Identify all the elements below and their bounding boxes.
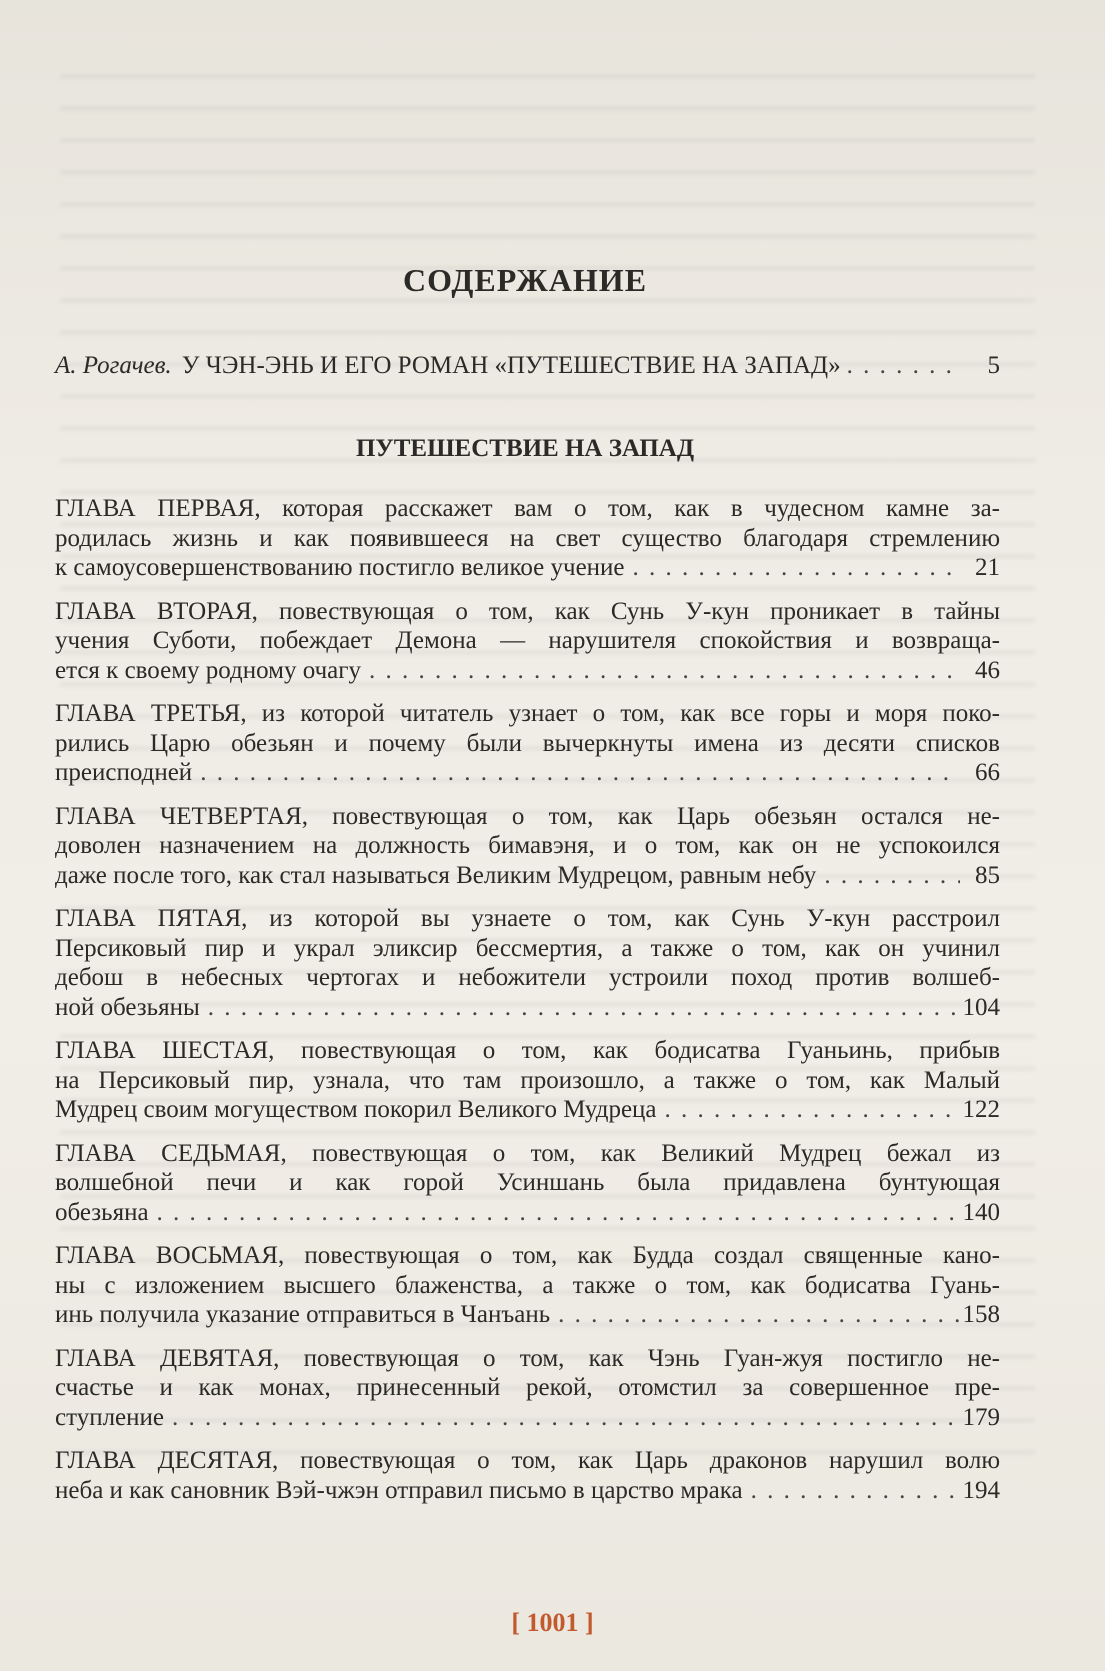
chapter-text-line: ГЛАВА ДЕВЯТАЯ, повествующая о том, как Чэнь Гуан-жуя постигло не- bbox=[55, 1344, 1000, 1372]
chapter-last-line bbox=[55, 861, 1000, 891]
chapter-text-line: учения Суботи, побеждает Демона — нарушителя спокойствия и возвраща- bbox=[55, 627, 1000, 654]
chapter-text-line: ны с изложением высшего блаженства, а также о том, как бодисатва Гуань- bbox=[55, 1271, 1000, 1299]
chapter-text-line: ной обезьяны bbox=[55, 993, 200, 1021]
chapter-text-line: ГЛАВА ПЕРВАЯ, которая расскажет вам о том, как в чудесном камне за- bbox=[55, 495, 1000, 522]
chapter-text-line: Персиковый пир и украл эликсир бессмертия, а также о том, как он учинил bbox=[55, 934, 1000, 962]
leader-dots bbox=[200, 993, 960, 1023]
chapter-last-line bbox=[55, 656, 1000, 686]
contents-page bbox=[50, 0, 1000, 1671]
intro-page-number: 5 bbox=[987, 352, 1000, 379]
chapter-text-line: дебош в небесных чертогах и небожители устроили поход против волшеб- bbox=[55, 964, 1000, 991]
chapter-page-number: 46 bbox=[975, 656, 1000, 684]
chapter-last-line bbox=[55, 1476, 1000, 1506]
page-folio: [ 1001 ] bbox=[511, 1608, 594, 1637]
chapter-last-line bbox=[55, 1095, 1000, 1125]
chapter-page-number: 179 bbox=[962, 1403, 1000, 1431]
chapter-entry[interactable] bbox=[55, 1139, 1000, 1228]
chapter-text-line: ГЛАВА ЧЕТВЕРТАЯ, повествующая о том, как Царь обезьян остался не- bbox=[55, 802, 1000, 830]
chapter-text-line: ГЛАВА ШЕСТАЯ, повествующая о том, как бодисатва Гуаньинь, прибыв bbox=[55, 1037, 1000, 1064]
chapter-text-line: ГЛАВА ПЯТАЯ, из которой вы узнаете о том, как Сунь У-кун расстроил bbox=[55, 905, 1000, 932]
leader-dots bbox=[657, 1095, 960, 1125]
intro-title: У ЧЭН-ЭНЬ И ЕГО РОМАН «ПУТЕШЕСТВИЕ НА ЗАПАД» bbox=[181, 352, 841, 379]
chapter-text-line: даже после того, как стал называться Великим Мудрецом, равным небу bbox=[55, 861, 817, 889]
page-title: СОДЕРЖАНИЕ bbox=[402, 262, 648, 298]
leader-dots bbox=[164, 1403, 960, 1433]
leader-dots bbox=[192, 758, 960, 788]
chapter-entry[interactable] bbox=[55, 699, 1000, 788]
part-title: ПУТЕШЕСТВИЕ НА ЗАПАД bbox=[355, 435, 695, 462]
chapter-page-number: 122 bbox=[962, 1096, 1000, 1123]
chapter-text-line: к самоусовершенствованию постигло великое учение bbox=[55, 554, 625, 581]
chapter-page-number: 104 bbox=[962, 993, 1000, 1021]
chapter-page-number: 85 bbox=[975, 861, 1000, 889]
chapter-page-number: 140 bbox=[962, 1198, 1000, 1226]
chapter-entry[interactable] bbox=[55, 802, 1000, 891]
chapter-text-line: инь получила указание отправиться в Чанъань bbox=[55, 1301, 551, 1328]
chapter-text-line: обезьяна bbox=[55, 1198, 149, 1226]
leader-dots bbox=[550, 1300, 960, 1330]
chapter-page-number: 194 bbox=[962, 1476, 1000, 1504]
chapter-text-line: преисподней bbox=[55, 759, 193, 786]
chapter-text-line: на Персиковый пир, узнала, что там произошло, а также о том, как Малый bbox=[55, 1066, 1000, 1094]
chapter-text-line: ется к своему родному очагу bbox=[55, 656, 362, 684]
chapter-text-line: волшебной печи и как горой Усиншань была придавлена бунтующая bbox=[55, 1169, 1000, 1196]
chapter-text-line: счастье и как монах, принесенный рекой, отомстил за совершенное пре- bbox=[55, 1374, 1000, 1401]
chapter-text-line: родилась жизнь и как появившееся на свет существо благодаря стремлению bbox=[55, 524, 1000, 552]
chapter-last-line bbox=[55, 993, 1000, 1023]
chapter-text-line: неба и как сановник Вэй-чжэн отправил письмо в царство мрака bbox=[55, 1476, 743, 1504]
leader-dots bbox=[625, 553, 960, 583]
chapter-text-line: ГЛАВА ДЕСЯТАЯ, повествующая о том, как Царь драконов нарушил волю bbox=[55, 1447, 1000, 1474]
chapter-text-line: ступление bbox=[55, 1403, 164, 1431]
chapter-last-line bbox=[55, 758, 1000, 788]
chapter-page-number: 21 bbox=[975, 554, 1000, 581]
chapter-entry[interactable] bbox=[55, 1241, 1000, 1330]
intro-entry[interactable] bbox=[55, 352, 1000, 386]
leader-dots bbox=[743, 1476, 960, 1506]
chapter-text-line: ГЛАВА ТРЕТЬЯ, из которой читатель узнает о том, как все горы и моря поко- bbox=[55, 700, 1000, 727]
chapter-text-line: ГЛАВА ВОСЬМАЯ, повествующая о том, как Будда создал священные кано- bbox=[55, 1242, 1000, 1269]
chapter-text-line: ГЛАВА СЕДЬМАЯ, повествующая о том, как Великий Мудрец бежал из bbox=[55, 1139, 1000, 1167]
chapter-text-line: доволен назначением на должность бимавэня, и о том, как он не успокоился bbox=[55, 832, 1000, 859]
chapter-entry[interactable] bbox=[55, 1446, 1000, 1505]
chapter-last-line bbox=[55, 553, 1000, 583]
chapter-last-line bbox=[55, 1198, 1000, 1228]
chapter-entry[interactable] bbox=[55, 1344, 1000, 1433]
chapter-entry[interactable] bbox=[55, 597, 1000, 686]
leader-dots bbox=[816, 861, 960, 891]
leader-dots bbox=[361, 656, 960, 686]
leader-dots bbox=[841, 352, 960, 380]
intro-author: А. Рогачев. bbox=[55, 352, 172, 379]
chapter-page-number: 66 bbox=[975, 759, 1000, 786]
chapter-entry[interactable] bbox=[55, 1036, 1000, 1125]
chapter-text-line: Мудрец своим могуществом покорил Великого Мудреца bbox=[55, 1096, 657, 1123]
chapter-last-line bbox=[55, 1403, 1000, 1433]
chapter-list bbox=[55, 494, 1000, 1519]
chapter-text-line: рились Царю обезьян и почему были вычеркнуты имена из десяти списков bbox=[55, 729, 1000, 757]
chapter-text-line: ГЛАВА ВТОРАЯ, повествующая о том, как Сунь У-кун проникает в тайны bbox=[55, 597, 1000, 625]
chapter-entry[interactable] bbox=[55, 494, 1000, 583]
chapter-last-line bbox=[55, 1300, 1000, 1330]
chapter-page-number: 158 bbox=[962, 1301, 1000, 1328]
chapter-entry[interactable] bbox=[55, 904, 1000, 1022]
leader-dots bbox=[149, 1198, 960, 1228]
